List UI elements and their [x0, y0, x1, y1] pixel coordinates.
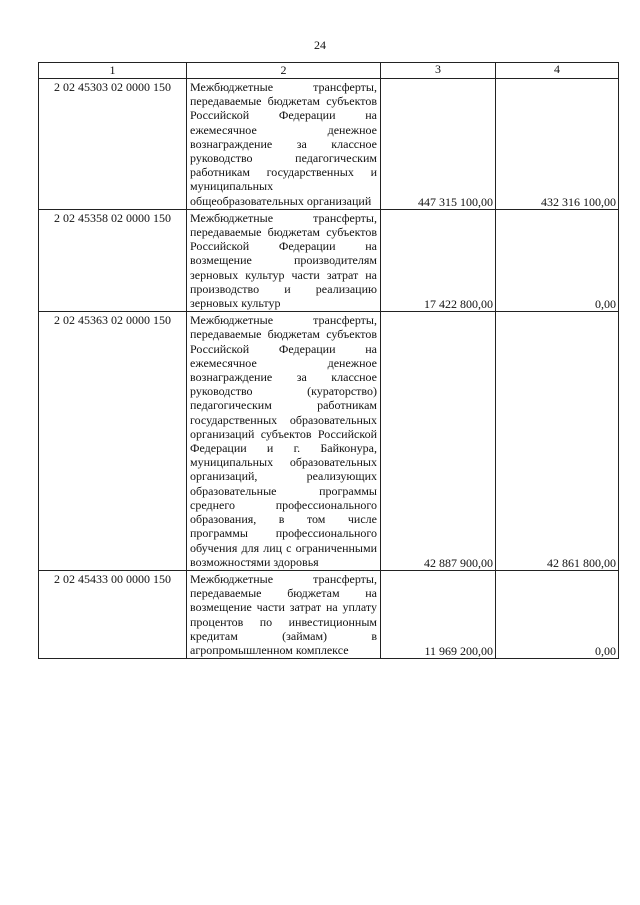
amount-col-3: 447 315 100,00 — [381, 79, 496, 210]
table-row — [39, 209, 619, 311]
header-col-4: 4 — [496, 63, 619, 79]
amount-col-3: 42 887 900,00 — [381, 312, 496, 571]
table-row — [39, 312, 619, 571]
table-header-row — [39, 63, 619, 79]
description: Межбюджетные трансферты, передаваемые бюджетам субъектов Российской Федерации на ежемесячное денежное вознаграждение за классное руководство (кураторство) педагогическим работникам государственных образовательных организаций субъектов Российской Федерации и г. Байконура, муниципальных образовательных организаций, реализующих образовательные программы среднего профессионального образования, в том числе программы профессионального обучения для лиц с ограниченными возможностями здоровья — [187, 312, 381, 571]
amount-col-3: 17 422 800,00 — [381, 209, 496, 311]
budget-code: 2 02 45303 02 0000 150 — [39, 79, 187, 210]
budget-code: 2 02 45363 02 0000 150 — [39, 312, 187, 571]
amount-col-4: 0,00 — [496, 209, 619, 311]
description: Межбюджетные трансферты, передаваемые бюджетам субъектов Российской Федерации на возмещение производителям зерновых культур части затрат на производство и реализацию зерновых культур — [187, 209, 381, 311]
budget-table — [38, 62, 619, 659]
header-col-1: 1 — [39, 63, 187, 79]
description: Межбюджетные трансферты, передаваемые бюджетам субъектов Российской Федерации на ежемесячное денежное вознаграждение за классное руководство педагогическим работникам государственных и муниципальных общеобразовательных организаций — [187, 79, 381, 210]
header-col-3: 3 — [381, 63, 496, 79]
header-col-2: 2 — [187, 63, 381, 79]
page-number: 24 — [314, 38, 326, 52]
budget-code: 2 02 45433 00 0000 150 — [39, 570, 187, 658]
amount-col-4: 432 316 100,00 — [496, 79, 619, 210]
amount-col-4: 42 861 800,00 — [496, 312, 619, 571]
amount-col-3: 11 969 200,00 — [381, 570, 496, 658]
amount-col-4: 0,00 — [496, 570, 619, 658]
table-row — [39, 570, 619, 658]
budget-code: 2 02 45358 02 0000 150 — [39, 209, 187, 311]
description: Межбюджетные трансферты, передаваемые бюджетам на возмещение части затрат на уплату процентов по инвестиционным кредитам (займам) в агропромышленном комплексе — [187, 570, 381, 658]
table-row — [39, 79, 619, 210]
